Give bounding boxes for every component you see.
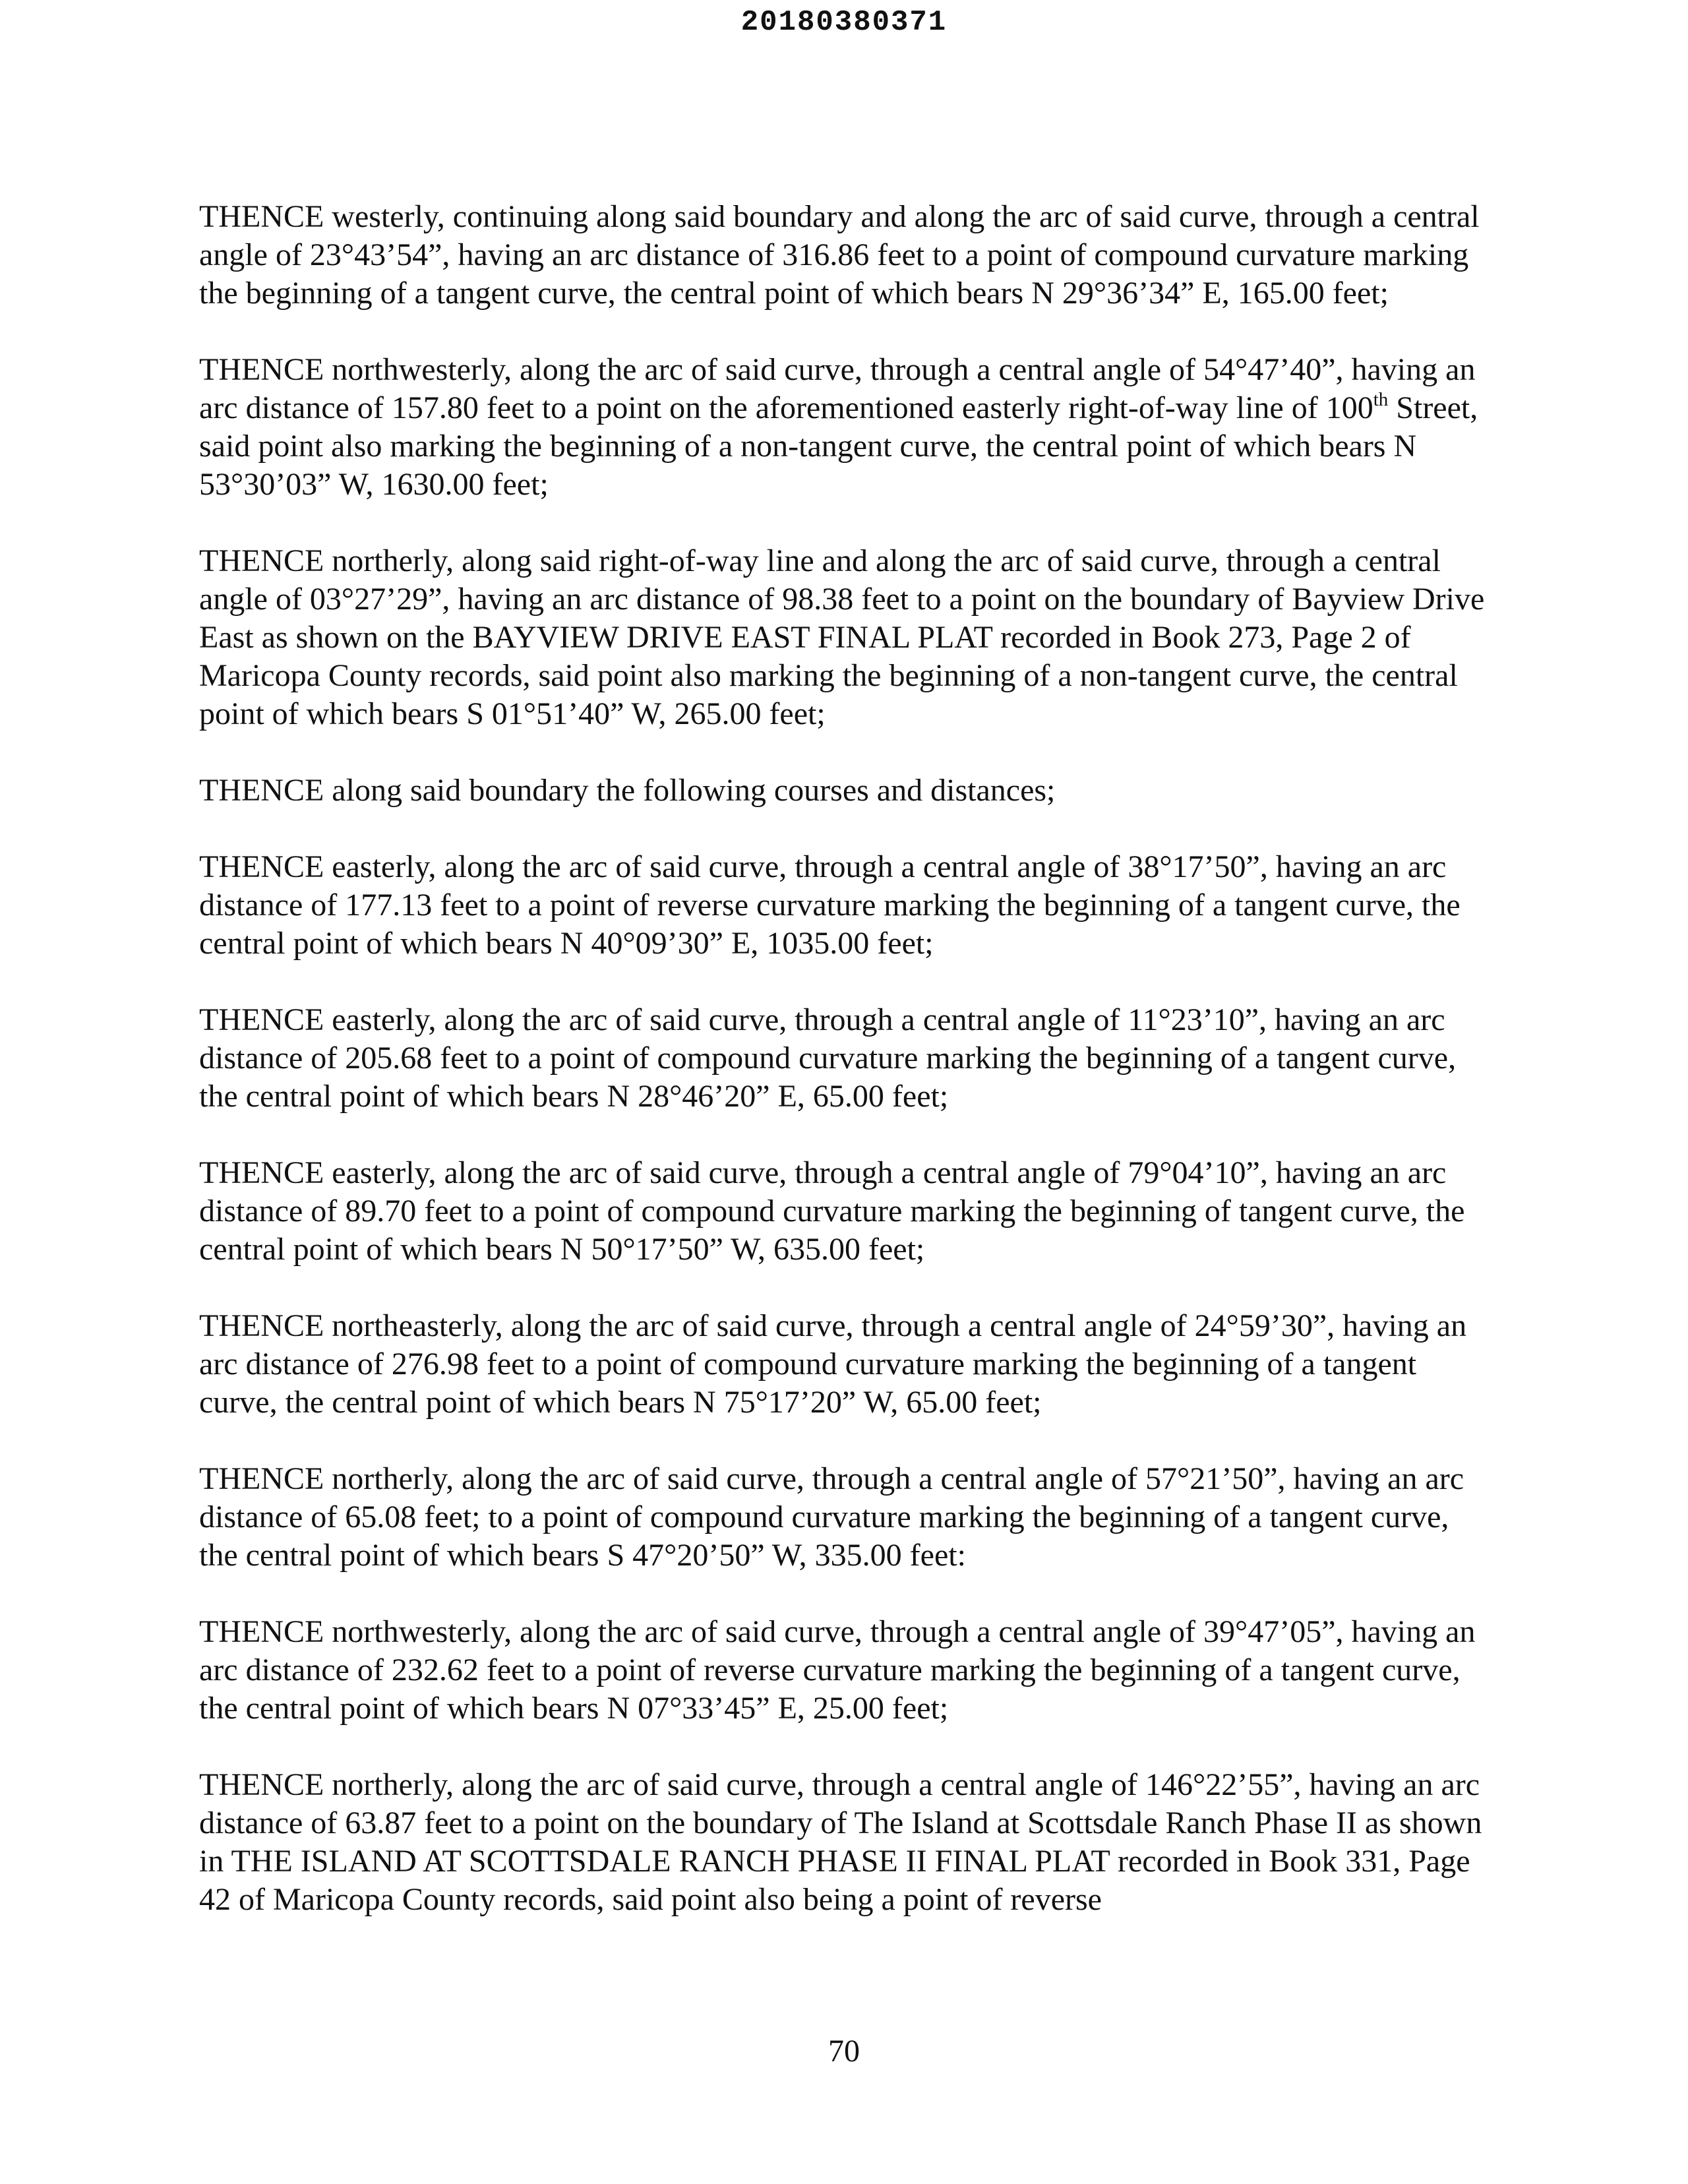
paragraph-8: THENCE northeasterly, along the arc of said curve, through a central angle of 24°59’30”, having an arc distance of 276.98 feet to a point of compound curvature marking the beginning of a tangent curve, the central point of which bears N 75°17’20” W, 65.00 feet;	[199, 1308, 1467, 1420]
paragraph-2-text-a: THENCE northwesterly, along the arc of said curve, through a central angle of 54°47’40”, having an arc distance of 157.80 feet to a point on the aforementioned easterly right-of-way line of 100	[199, 352, 1476, 425]
paragraph-10: THENCE northwesterly, along the arc of said curve, through a central angle of 39°47’05”, having an arc distance of 232.62 feet to a point of reverse curvature marking the beginning of a tangent curve, the central point of which bears N 07°33’45” E, 25.00 feet;	[199, 1614, 1476, 1726]
paragraph-4: THENCE along said boundary the following courses and distances;	[199, 773, 1056, 808]
paragraph-3: THENCE northerly, along said right-of-way line and along the arc of said curve, through a central angle of 03°27’29”, having an arc distance of 98.38 feet to a point on the boundary of Bayview Drive East as shown on the BAYVIEW DRIVE EAST FINAL PLAT recorded in Book 273, Page 2 of Maricopa County records, said point also marking the beginning of a non-tangent curve, the central point of which bears S 01°51’40” W, 265.00 feet;	[199, 543, 1485, 731]
paragraph-11: THENCE northerly, along the arc of said curve, through a central angle of 146°22’55”, having an arc distance of 63.87 feet to a point on the boundary of The Island at Scottsdale Ranch Phase II as shown in THE ISLAND AT SCOTTSDALE RANCH PHASE II FINAL PLAT recorded in Book 331, Page 42 of Maricopa County records, said point also being a point of reverse	[199, 1767, 1482, 1917]
paragraph-2-text-b: Street, said point also marking the beginning of a non-tangent curve, the central point of which bears N 53°30’03” W, 1630.00 feet;	[199, 390, 1478, 502]
paragraph-2	[199, 351, 1485, 504]
document-number: 20180380371	[740, 6, 948, 39]
paragraph-1: THENCE westerly, continuing along said boundary and along the arc of said curve, through a central angle of 23°43’54”, having an arc distance of 316.86 feet to a point of compound curvature marking the beginning of a tangent curve, the central point of which bears N 29°36’34” E, 165.00 feet;	[199, 199, 1480, 311]
paragraph-7: THENCE easterly, along the arc of said curve, through a central angle of 79°04’10”, having an arc distance of 89.70 feet to a point of compound curvature marking the beginning of tangent curve, the central point of which bears N 50°17’50” W, 635.00 feet;	[199, 1155, 1465, 1267]
paragraph-9: THENCE northerly, along the arc of said curve, through a central angle of 57°21’50”, having an arc distance of 65.08 feet; to a point of compound curvature marking the beginning of a tangent curve, the central point of which bears S 47°20’50” W, 335.00 feet:	[199, 1461, 1464, 1573]
paragraph-5: THENCE easterly, along the arc of said curve, through a central angle of 38°17’50”, having an arc distance of 177.13 feet to a point of reverse curvature marking the beginning of a tangent curve, the central point of which bears N 40°09’30” E, 1035.00 feet;	[199, 849, 1461, 961]
ordinal-superscript: th	[1373, 389, 1389, 410]
paragraph-6: THENCE easterly, along the arc of said curve, through a central angle of 11°23’10”, having an arc distance of 205.68 feet to a point of compound curvature marking the beginning of a tangent curve, the central point of which bears N 28°46’20” E, 65.00 feet;	[199, 1002, 1457, 1114]
legal-description-body	[199, 198, 1485, 1919]
page-number: 70	[828, 2034, 860, 2069]
